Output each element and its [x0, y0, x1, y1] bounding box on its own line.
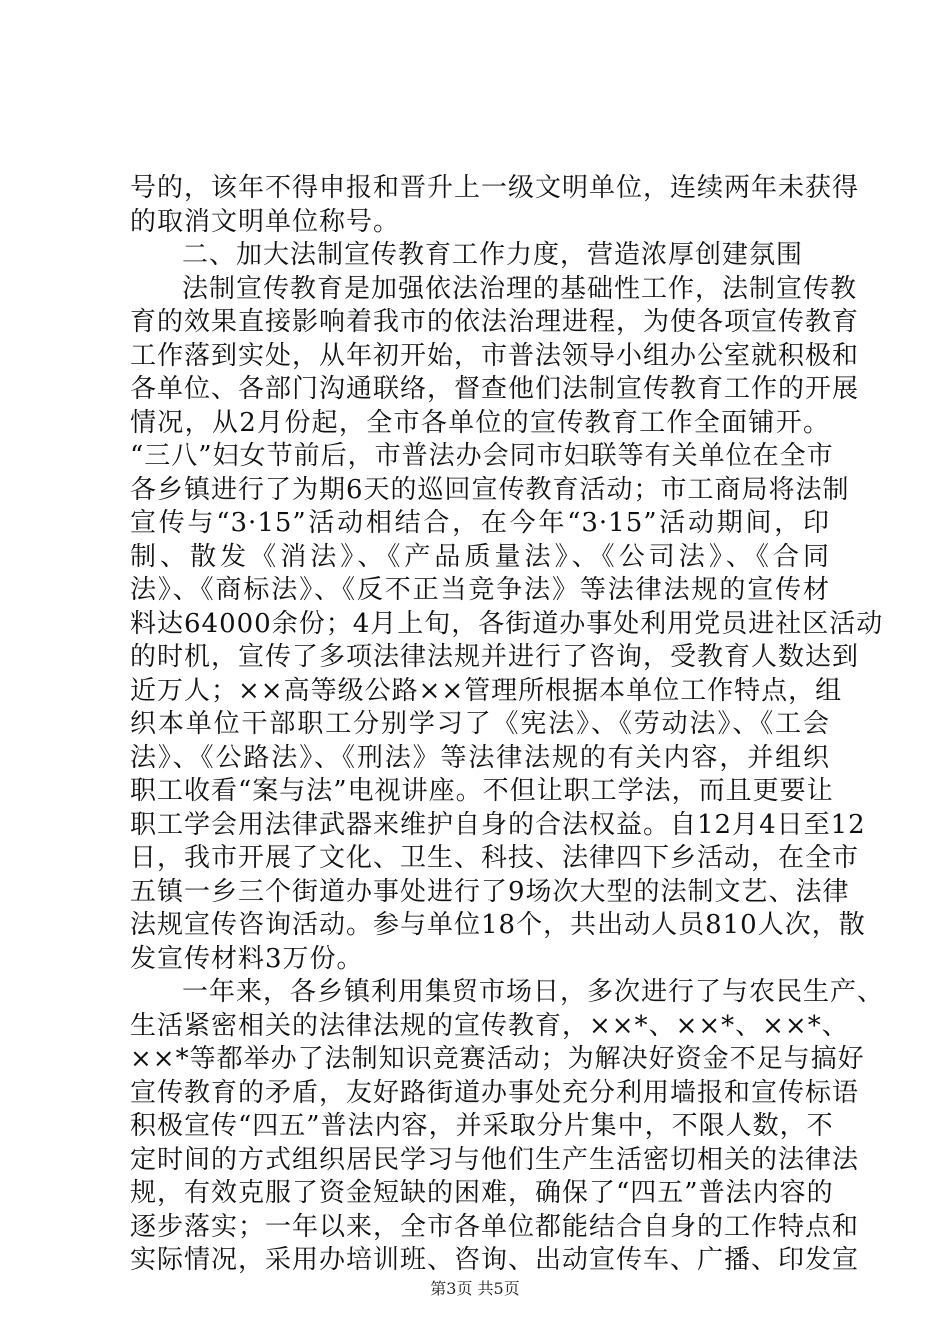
text-line: 宣传教育的矛盾，友好路街道办事处充分利用墙报和宣传标语	[130, 1077, 860, 1108]
text-line: “三八”妇女节前后，市普法办会同市妇联等有关单位在全市	[130, 441, 834, 471]
text-line: 情况，从2月份起，全市各单位的宣传教育工作全面铺开。	[130, 407, 830, 438]
text-line: 实际情况，采用办培训班、咨询、出动宣传车、广播、印发宣	[130, 1245, 860, 1275]
text-line: 各单位、各部门沟通联络，督查他们法制宣传教育工作的开展	[130, 374, 860, 404]
text-line: 逐步落实；一年以来，全市各单位都能结合自身的工作特点和	[130, 1211, 860, 1242]
section-heading: 二、加大法制宣传教育工作力度，营造浓厚创建氛围	[182, 240, 804, 270]
document-body	[130, 172, 885, 1278]
text-line: 生活紧密相关的法律法规的宣传教育，××*、××*、××*、	[130, 1010, 849, 1041]
text-line: 职工学会用法律武器来维护自身的合法权益。自12月4日至12	[130, 809, 866, 840]
text-line: 宣传与“3·15”活动相结合，在今年“3·15”活动期间，印	[130, 508, 830, 538]
text-line: 五镇一乡三个街道办事处进行了9场次大型的法制文艺、法律	[130, 876, 850, 907]
text-line: 育的效果直接影响着我市的依法治理进程，为使各项宣传教育	[130, 307, 860, 337]
text-line: 法》、《商标法》、《反不正当竞争法》等法律法规的宣传材	[130, 575, 830, 605]
text-line: ××*等都举办了法制知识竞赛活动；为解决好资金不足与搞好	[130, 1044, 865, 1074]
text-line: 制、散发《消法》、《产品质量法》、《公司法》、《合同	[130, 541, 830, 572]
text-line: 积极宣传“四五”普法内容，并采取分片集中，不限人数，不	[130, 1111, 834, 1141]
text-line: 料达64000余份；4月上旬，各街道办事处利用党员进社区活动	[130, 608, 884, 639]
text-line: 职工收看“案与法”电视讲座。不但让职工学法，而且更要让	[130, 776, 834, 806]
text-line: 的取消文明单位称号。	[130, 206, 401, 237]
text-line: 工作落到实处，从年初开始，市普法领导小组办公室就积极和	[130, 340, 860, 371]
text-line: 法规宣传咨询活动。参与单位18个，共出动人员810人次，散	[130, 910, 866, 940]
text-line: 规，有效克服了资金短缺的困难，确保了“四五”普法内容的	[130, 1178, 834, 1208]
paragraph-start-line: 一年来，各乡镇利用集贸市场日，多次进行了与农民生产、	[182, 977, 885, 1007]
text-line: 发宣传材料3万份。	[130, 943, 364, 974]
text-line: 近万人；××高等级公路××管理所根据本单位工作特点，组	[130, 675, 843, 706]
text-line: 号的，该年不得申报和晋升上一级文明单位，连续两年未获得	[130, 173, 860, 203]
text-line: 日，我市开展了文化、卫生、科技、法律四下乡活动，在全市	[130, 843, 860, 873]
text-line: 各乡镇进行了为期6天的巡回宣传教育活动；市工商局将法制	[130, 474, 850, 505]
text-line: 定时间的方式组织居民学习与他们生产生活密切相关的法律法	[130, 1144, 860, 1175]
text-line: 织本单位干部职工分别学习了《宪法》、《劳动法》、《工会	[130, 709, 830, 739]
page-footer: 第3页 共5页	[430, 1279, 520, 1298]
text-line: 法》、《公路法》、《刑法》等法律法规的有关内容，并组织	[130, 742, 830, 773]
text-line: 的时机，宣传了多项法律法规并进行了咨询，受教育人数达到	[130, 642, 860, 672]
paragraph-start-line: 法制宣传教育是加强依法治理的基础性工作，法制宣传教	[182, 273, 858, 304]
